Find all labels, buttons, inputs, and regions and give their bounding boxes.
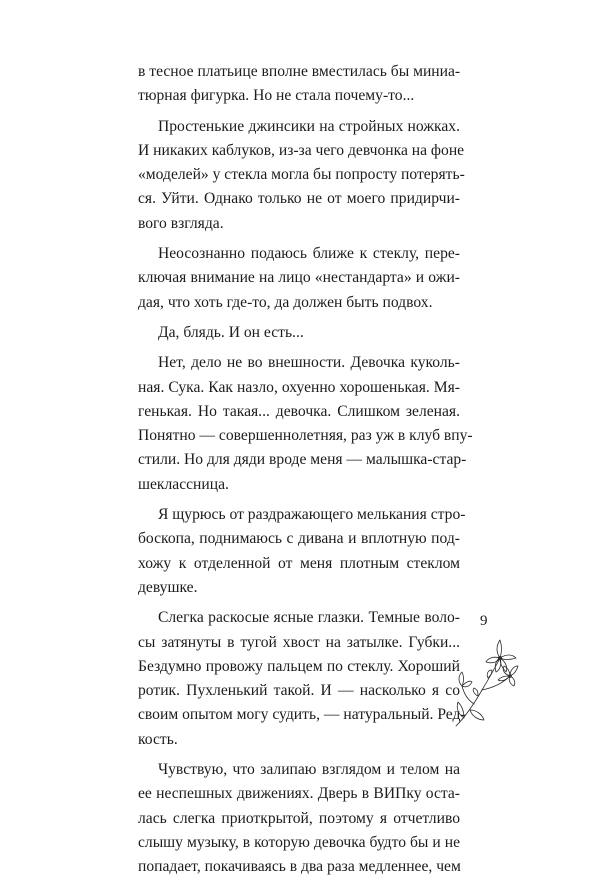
text-line: кость. bbox=[138, 730, 178, 748]
text-line: хожу к отделенной от меня плотным стеклом bbox=[138, 554, 460, 572]
paragraph bbox=[138, 115, 465, 236]
paragraph bbox=[138, 606, 466, 752]
text-line: «моделей» у стекла могла бы попросту потерять- bbox=[138, 166, 465, 184]
text-line: ся. Уйти. Однако только не от моего придирчи- bbox=[138, 190, 460, 208]
text-line: шеклассница. bbox=[138, 475, 229, 493]
text-line: ее неспешных движениях. Дверь в ВИПку оста- bbox=[138, 785, 460, 803]
text-line: девушке. bbox=[138, 578, 198, 596]
text-line: ротик. Пухленький такой. И — насколько я со bbox=[138, 682, 460, 700]
text-line: вого взгляда. bbox=[138, 214, 224, 232]
text-line: слышу музыку, в которую девочка будто бы и не bbox=[138, 833, 460, 851]
text-line: Неосознанно подаюсь ближе к стеклу, пере- bbox=[158, 245, 460, 263]
text-line: генькая. Но такая... девочка. Слишком зеленая. bbox=[138, 402, 460, 420]
page-number: 9 bbox=[480, 613, 488, 629]
paragraph bbox=[138, 351, 473, 497]
flower-illustration-icon bbox=[452, 630, 520, 730]
text-line: Простенькие джинсики на стройных ножках. bbox=[158, 117, 460, 135]
text-line: Чувствую, что залипаю взглядом и телом на bbox=[158, 761, 460, 779]
paragraph bbox=[138, 758, 460, 879]
text-line: Понятно — совершеннолетняя, раз уж в клуб впу- bbox=[138, 427, 473, 445]
text-line: ная. Сука. Как назло, охуенно хорошенькая. Мя- bbox=[138, 378, 460, 396]
text-line: своим опытом могу судить, — натуральный. Ред- bbox=[138, 706, 466, 724]
text-line: Да, блядь. И он есть... bbox=[158, 323, 304, 341]
text-line: в тесное платьице вполне вместилась бы миниа- bbox=[138, 63, 461, 80]
paragraph bbox=[138, 242, 460, 315]
text-line: ключая внимание на лицо «нестандарта» и ожи- bbox=[138, 269, 460, 287]
text-line: Нет, дело не во внешности. Девочка куколь- bbox=[158, 354, 460, 372]
paragraph bbox=[138, 321, 460, 345]
text-line: попадает, покачиваясь в два раза медленнее, чем bbox=[138, 858, 461, 876]
text-line: Слегка раскосые ясные глазки. Темные воло- bbox=[158, 609, 460, 627]
text-line: сы затянуты в тугой хвост на затылке. Губки... bbox=[138, 633, 460, 651]
text-line: Бездумно провожу пальцем по стеклу. Хороший bbox=[138, 657, 460, 675]
paragraph bbox=[138, 60, 460, 109]
text-line: стили. Но для дяди вроде меня — малышка-стар- bbox=[138, 451, 467, 469]
text-line: И никаких каблуков, из-за чего девчонка на фоне bbox=[138, 141, 465, 159]
text-line: лась слегка приоткрытой, поэтому я отчетливо bbox=[138, 809, 460, 827]
text-line: боскопа, поднимаюсь с дивана и вплотную под- bbox=[138, 530, 460, 548]
paragraph bbox=[138, 503, 466, 600]
text-line: Я щурюсь от раздражающего мелькания стро- bbox=[158, 506, 466, 524]
text-line: тюрная фигурка. Но не стала почему-то... bbox=[138, 87, 415, 105]
text-line: дая, что хоть где-то, да должен быть подвох. bbox=[138, 293, 433, 311]
body-text bbox=[138, 60, 473, 886]
